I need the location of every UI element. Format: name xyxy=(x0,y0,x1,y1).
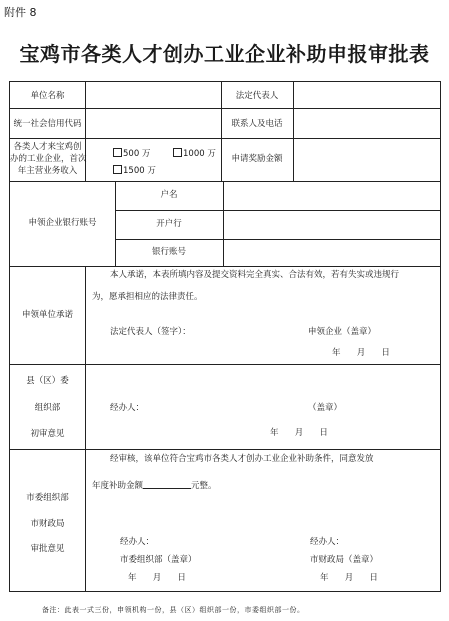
city-right-handler-label: 经办人： xyxy=(310,537,345,547)
row-divider xyxy=(115,239,440,240)
approval-form-table xyxy=(9,81,441,592)
legal-signature-label: 法定代表人（签字）： xyxy=(110,327,191,337)
commitment-text-line1: 本人承诺，本表所填内容及提交资料完全真实、合法有效，若有失实或违规行 xyxy=(110,270,400,280)
row-divider xyxy=(10,108,440,109)
legal-rep-label: 法定代表人 xyxy=(235,91,279,101)
bank-account-label: 申领企业银行账号 xyxy=(28,218,97,228)
city-review-text-line2 xyxy=(92,480,217,491)
county-review-label-line3: 初审意见 xyxy=(30,429,65,439)
city-left-date: 年 月 日 xyxy=(128,573,186,583)
commitment-date: 年 月 日 xyxy=(332,348,390,358)
company-seal-label: 申领企业（盖章） xyxy=(308,327,377,337)
city-review-label-line1: 市委组织部 xyxy=(26,493,69,503)
row-divider xyxy=(10,449,440,450)
revenue-option-500[interactable] xyxy=(113,148,150,159)
subsidy-unit-text: 元整。 xyxy=(191,481,217,491)
revenue-option-text: 500 万 xyxy=(123,149,151,159)
bank-name-label: 开户行 xyxy=(156,219,182,229)
row-divider xyxy=(10,138,440,139)
revenue-option-text: 1500 万 xyxy=(123,166,156,176)
county-review-label-line2: 组织部 xyxy=(34,403,61,413)
county-review-label-line1: 县（区）委 xyxy=(26,376,69,386)
form-title: 宝鸡市各类人才创办工业企业补助申报审批表 xyxy=(19,42,430,66)
subsidy-amount-blank[interactable] xyxy=(143,480,191,489)
commitment-label: 申领单位承诺 xyxy=(21,310,73,320)
city-review-label-line3: 审批意见 xyxy=(30,544,65,554)
account-name-label: 户名 xyxy=(160,190,178,200)
city-left-org-label: 市委组织部（盖章） xyxy=(120,555,197,565)
footnote: 备注：此表一式三份，申领机构一份，县（区）组织部一份，市委组织部一份。 xyxy=(42,606,305,614)
commitment-text-line2: 为，愿承担相应的法律责任。 xyxy=(92,292,203,302)
row-divider xyxy=(10,364,440,365)
column-divider xyxy=(85,266,86,591)
subsidy-year-text: 年度补助金额 xyxy=(92,481,144,491)
checkbox-icon[interactable] xyxy=(113,148,122,157)
county-seal-label: （盖章） xyxy=(308,403,343,413)
county-review-date: 年 月 日 xyxy=(270,428,328,438)
city-review-label-line2: 市财政局 xyxy=(30,519,65,529)
subsidy-amount-label: 申请奖励金额 xyxy=(231,154,283,164)
column-divider xyxy=(293,82,294,181)
city-right-org-label: 市财政局（盖章） xyxy=(310,555,379,565)
contact-label: 联系人及电话 xyxy=(231,119,283,129)
revenue-option-1000[interactable] xyxy=(173,148,216,159)
row-divider xyxy=(115,210,440,211)
revenue-label-line3: 年主营业务收入 xyxy=(17,166,78,176)
revenue-option-1500[interactable] xyxy=(113,165,156,176)
revenue-option-text: 1000 万 xyxy=(183,149,216,159)
column-divider xyxy=(85,82,86,181)
city-right-date: 年 月 日 xyxy=(320,573,378,583)
row-divider xyxy=(10,266,440,267)
account-number-label: 银行账号 xyxy=(151,247,186,257)
county-handler-label: 经办人： xyxy=(110,403,145,413)
checkbox-icon[interactable] xyxy=(173,148,182,157)
checkbox-icon[interactable] xyxy=(113,165,122,174)
attachment-label: 附件 8 xyxy=(4,6,37,19)
unit-name-label: 单位名称 xyxy=(30,91,65,101)
city-review-text-line1: 经审核，该单位符合宝鸡市各类人才创办工业企业补助条件，同意发放 xyxy=(110,454,374,464)
column-divider xyxy=(223,181,224,266)
revenue-label-line2: 办的工业企业，首次 xyxy=(10,154,87,164)
city-left-handler-label: 经办人： xyxy=(120,537,155,547)
credit-code-label: 统一社会信用代码 xyxy=(13,119,82,129)
row-divider xyxy=(10,181,440,182)
revenue-label-line1: 各类人才来宝鸡创 xyxy=(13,142,82,152)
